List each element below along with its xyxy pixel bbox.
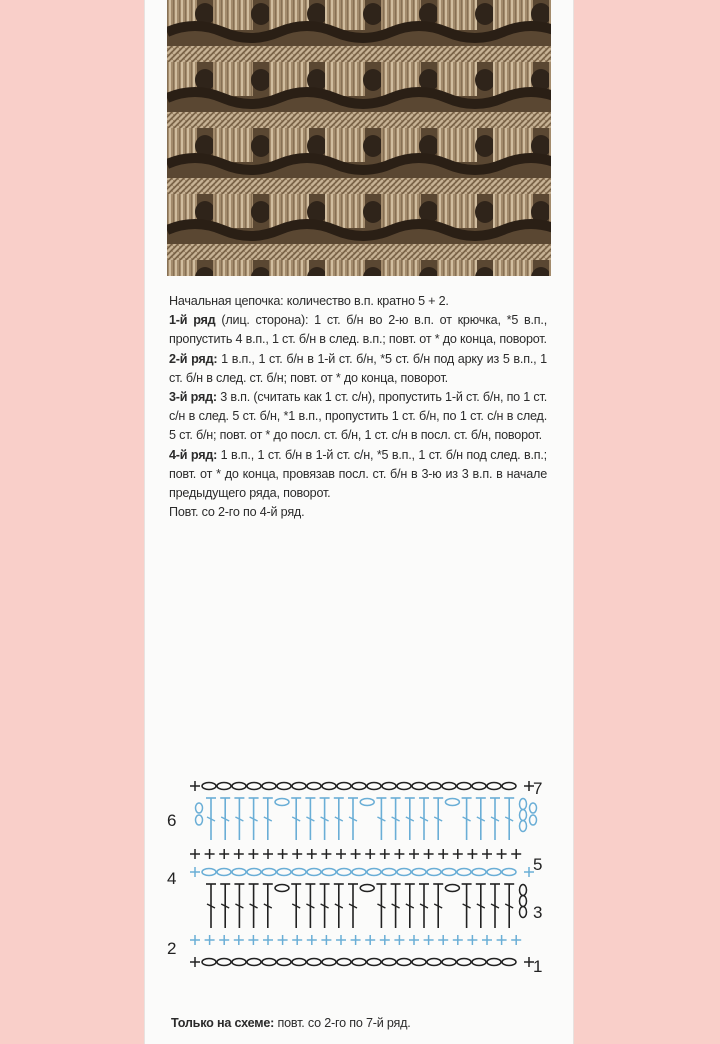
row-7-chain: [262, 783, 276, 790]
row-2-label: 2-й ряд:: [169, 351, 218, 366]
row-1-chain: [247, 959, 261, 966]
repeat-instruction: Повт. со 2-го по 4-й ряд.: [169, 505, 305, 520]
row-4-chain: [202, 869, 216, 876]
row-7-chain: [337, 783, 351, 790]
row-7-chain: [472, 783, 486, 790]
row-6-chain: [275, 799, 289, 806]
row-4-chain: [457, 869, 471, 876]
row-7-chain: [487, 783, 501, 790]
row-4-chain: [502, 869, 516, 876]
row-2-instruction: 2-й ряд: 1 в.п., 1 ст. б/н в 1-й ст. б/н, *5 ст. б/н под арку из 5 в.п., 1 ст. б/н в след. ст. б/н; повт. от * до конца, поворот.: [169, 351, 547, 385]
row-4-chain: [262, 869, 276, 876]
row-4-chain: [367, 869, 381, 876]
row-3-chain: [360, 885, 374, 892]
row-6-turn-chain: [520, 810, 527, 821]
row-3-label: 3-й ряд:: [169, 390, 217, 405]
row-1-label: 1-й ряд: [169, 313, 216, 328]
row-1-chain: [367, 959, 381, 966]
row-7-chain: [322, 783, 336, 790]
row-7-chain: [202, 783, 216, 790]
row-6-turn-chain: [530, 815, 537, 825]
row-7-chain: [292, 783, 306, 790]
row-1-chain: [382, 959, 396, 966]
row-4-chain: [307, 869, 321, 876]
row-1-chain: [292, 959, 306, 966]
row-3-instruction: 3-й ряд: 3 в.п. (считать как 1 ст. с/н), пропустить 1-й ст. б/н, по 1 ст. с/н в след. 5 ст. б/н, *1 в.п., пропустить 1 ст. б/н, по 1 ст. с/н в след. 5 ст. б/н; повт. от * до посл. ст. б/н, 1 ст. с/н в посл. ст. б/н, поворот.: [169, 390, 547, 443]
row-4-chain: [322, 869, 336, 876]
row-4-chain: [217, 869, 231, 876]
intro-text: Начальная цепочка: количество в.п. кратно 5 + 2.: [169, 294, 449, 308]
row-3-chain: [275, 885, 289, 892]
footnote-label: Только на схеме:: [171, 1016, 275, 1030]
row-3-turn-chain: [520, 885, 527, 896]
pattern-instructions: [169, 292, 547, 522]
row-1-chain: [262, 959, 276, 966]
row-number-3: 3: [533, 903, 543, 922]
row-4-chain: [397, 869, 411, 876]
row-7-chain: [277, 783, 291, 790]
row-4-chain: [472, 869, 486, 876]
row-1-chain: [277, 959, 291, 966]
row-7-chain: [427, 783, 441, 790]
row-1-chain: [457, 959, 471, 966]
row-1-chain: [472, 959, 486, 966]
crochet-chart: [159, 768, 569, 978]
row-7-chain: [442, 783, 456, 790]
row-1-chain: [487, 959, 501, 966]
row-1-chain: [337, 959, 351, 966]
row-1-chain: [307, 959, 321, 966]
row-6-turn-chain: [196, 803, 203, 813]
row-4-chain: [247, 869, 261, 876]
row-6-chain: [360, 799, 374, 806]
row-7-chain: [382, 783, 396, 790]
row-number-5: 5: [533, 855, 543, 874]
row-7-chain: [217, 783, 231, 790]
chart-footnote: [171, 1016, 411, 1030]
row-6-chain: [445, 799, 459, 806]
row-7-chain: [247, 783, 261, 790]
row-1-chain: [202, 959, 216, 966]
row-3-turn-chain: [520, 896, 527, 907]
row-1-chain: [442, 959, 456, 966]
row-number-1: 1: [533, 957, 543, 976]
pattern-sheet: [144, 0, 574, 1044]
row-7-chain: [397, 783, 411, 790]
row-7-chain: [412, 783, 426, 790]
row-number-4: 4: [167, 869, 177, 888]
row-7-chain: [352, 783, 366, 790]
row-6-turn-chain: [530, 803, 537, 813]
row-4-chain: [292, 869, 306, 876]
row-1-chain: [322, 959, 336, 966]
row-6-turn-chain: [196, 815, 203, 825]
row-1-chain: [352, 959, 366, 966]
row-4-chain: [427, 869, 441, 876]
row-7-chain: [232, 783, 246, 790]
row-4-chain: [232, 869, 246, 876]
row-4-chain: [487, 869, 501, 876]
crochet-sample-photo: [167, 0, 551, 276]
row-6-turn-chain: [520, 799, 527, 810]
row-3-turn-chain: [520, 907, 527, 918]
row-4-chain: [382, 869, 396, 876]
row-number-6: 6: [167, 811, 177, 830]
row-1-chain: [232, 959, 246, 966]
row-4-chain: [337, 869, 351, 876]
row-1-chain: [217, 959, 231, 966]
row-1-instruction: 1-й ряд (лиц. сторона): 1 ст. б/н во 2-ю в.п. от крючка, *5 в.п., пропустить 4 в.п., 1 ст. б/н в след. в.п.; повт. от * до конца, поворот.: [169, 313, 547, 347]
row-3-chain: [445, 885, 459, 892]
row-4-chain: [277, 869, 291, 876]
row-4-chain: [352, 869, 366, 876]
row-number-7: 7: [533, 779, 543, 798]
row-1-chain: [412, 959, 426, 966]
footnote-text: повт. со 2-го по 7-й ряд.: [277, 1016, 411, 1030]
row-4-chain: [442, 869, 456, 876]
row-7-chain: [457, 783, 471, 790]
row-4-instruction: 4-й ряд: 1 в.п., 1 ст. б/н в 1-й ст. с/н, *5 в.п., 1 ст. б/н под след. в.п.; повт. от * до конца, провязав посл. ст. б/н в 3-ю из 3 в.п. в начале предыдущего ряда, поворот.: [169, 447, 547, 501]
row-7-chain: [502, 783, 516, 790]
row-1-chain: [502, 959, 516, 966]
row-7-chain: [367, 783, 381, 790]
row-7-chain: [307, 783, 321, 790]
row-4-chain: [412, 869, 426, 876]
row-number-2: 2: [167, 939, 177, 958]
row-1-chain: [427, 959, 441, 966]
row-6-turn-chain: [520, 821, 527, 832]
row-4-label: 4-й ряд:: [169, 447, 218, 462]
row-1-chain: [397, 959, 411, 966]
